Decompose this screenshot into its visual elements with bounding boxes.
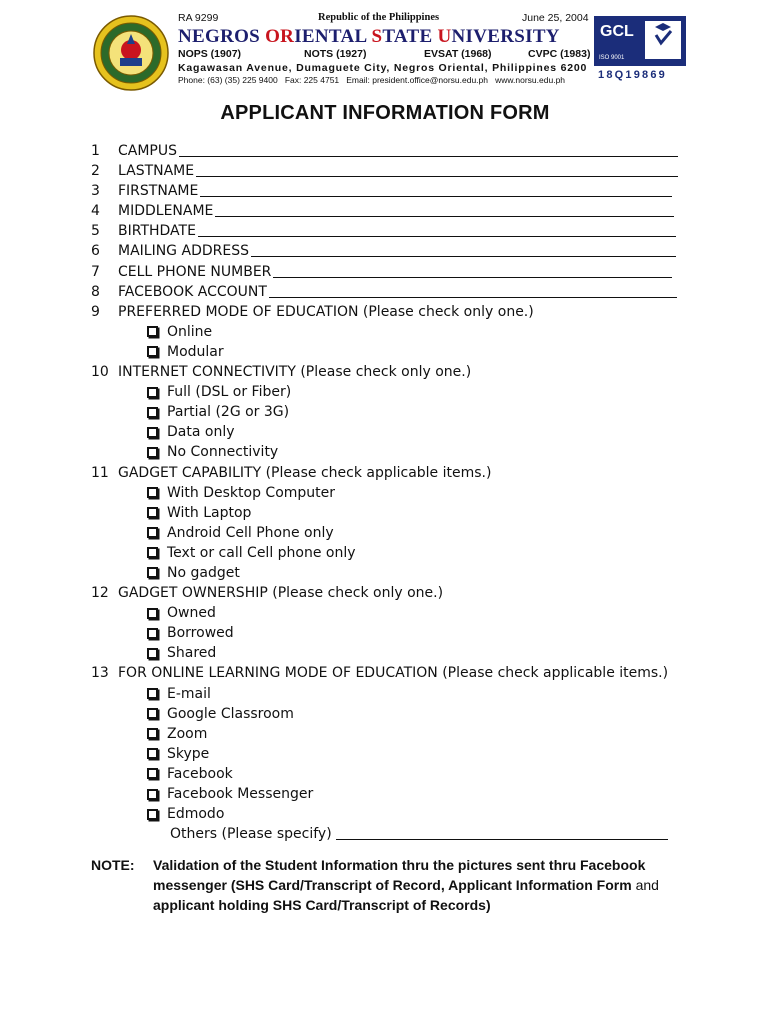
option-label: With Laptop [167,504,252,521]
mailing-address-input-line[interactable] [251,241,676,257]
campus-list [178,48,591,60]
item-number: 7 [91,263,100,280]
item-number: 5 [91,223,100,240]
field-cell-phone [91,262,731,282]
checkbox[interactable] [147,688,158,699]
option-partial[interactable] [91,402,731,422]
option-label: Skype [167,745,210,762]
campus-cvpc: CVPC (1983) [528,48,591,60]
checkbox[interactable] [147,648,158,659]
option-edmodo[interactable] [91,804,731,824]
option-borrowed[interactable] [91,623,731,643]
checkbox[interactable] [147,326,158,337]
address: Kagawasan Avenue, Dumaguete City, Negros Oriental, Philippines 6200 [178,62,588,74]
note-text-part: and [631,877,659,893]
item-number: 8 [91,283,100,300]
checkbox[interactable] [147,527,158,538]
checkbox[interactable] [147,407,158,418]
cert-code: 18Q19869 [598,69,667,81]
question-label: GADGET OWNERSHIP (Please check only one.) [118,585,444,602]
checkbox[interactable] [147,768,158,779]
campus-evsat: EVSAT (1968) [424,48,492,60]
field-middlename [91,201,731,221]
cert-name: GCL [600,23,634,40]
cert-iso: ISO 9001 [599,55,625,61]
question-mode-of-education [91,302,731,322]
checkbox[interactable] [147,567,158,578]
lastname-input-line[interactable] [196,161,678,177]
option-no-connectivity[interactable] [91,442,731,462]
certification-badge [594,16,684,80]
option-others [91,824,731,844]
option-android[interactable] [91,523,731,543]
field-mailing-address [91,241,731,261]
cell-phone-input-line[interactable] [273,262,672,278]
question-gadget-ownership [91,583,731,603]
fax: Fax: 225 4751 [284,75,340,85]
university-seal-logo [92,14,170,92]
question-internet-connectivity [91,362,731,382]
option-data-only[interactable] [91,422,731,442]
option-label: Text or call Cell phone only [167,544,356,561]
university-name: NEGROS ORIENTAL STATE UNIVERSITY [178,26,560,47]
middlename-input-line[interactable] [215,201,674,217]
item-number: 11 [91,464,109,481]
option-email[interactable] [91,684,731,704]
item-number: 1 [91,143,100,159]
option-modular[interactable] [91,342,731,362]
letterhead-top-row [178,12,588,26]
letterhead-text [178,12,591,85]
option-label: Modular [167,343,224,360]
option-laptop[interactable] [91,503,731,523]
option-label: Owned [167,605,216,622]
campus-nots: NOTS (1927) [304,48,367,60]
field-firstname [91,181,731,201]
checkbox[interactable] [147,547,158,558]
field-birthdate [91,221,731,241]
cert-logo [594,16,686,66]
question-gadget-capability [91,463,731,483]
option-no-gadget[interactable] [91,563,731,583]
item-number: 9 [91,303,100,320]
option-label: E-mail [167,685,211,702]
option-owned[interactable] [91,603,731,623]
field-label: CELL PHONE NUMBER [118,263,272,280]
option-facebook-messenger[interactable] [91,784,731,804]
option-label: Shared [167,645,217,662]
field-label: MIDDLENAME [118,203,214,220]
checkbox[interactable] [147,628,158,639]
option-label: Google Classroom [167,705,294,722]
option-label: Facebook Messenger [167,786,314,802]
campus-input-line[interactable] [179,141,678,157]
question-label: FOR ONLINE LEARNING MODE OF EDUCATION (Please check applicable items.) [118,665,669,682]
item-number: 4 [91,203,100,220]
option-label: Partial (2G or 3G) [167,404,290,421]
firstname-input-line[interactable] [200,181,672,197]
checkbox[interactable] [147,487,158,498]
option-label: Android Cell Phone only [167,524,334,541]
phone: Phone: (63) (35) 225 9400 [178,75,278,85]
republic-text: Republic of the Philippines [318,12,440,23]
checkbox[interactable] [147,427,158,438]
checkbox[interactable] [147,789,158,800]
option-label: Online [167,323,213,340]
option-google-classroom[interactable] [91,704,731,724]
form-title: APPLICANT INFORMATION FORM [220,102,550,124]
option-label: Borrowed [167,625,234,642]
field-facebook-account [91,282,731,302]
ra-number: RA 9299 [178,12,219,24]
field-lastname [91,161,731,181]
others-input-line[interactable] [336,824,668,840]
checkbox[interactable] [147,507,158,518]
question-online-learning [91,663,731,683]
option-desktop[interactable] [91,483,731,503]
option-label: Data only [167,424,235,441]
item-number: 6 [91,243,100,260]
item-number: 13 [91,665,109,682]
question-label: PREFERRED MODE OF EDUCATION (Please check only one.) [118,303,534,320]
checkbox[interactable] [147,708,158,719]
field-label: LASTNAME [118,163,195,180]
option-skype[interactable] [91,744,731,764]
contact-info [178,75,588,85]
charter-date: June 25, 2004 [522,12,589,24]
option-text-call-phone[interactable] [91,543,731,563]
note-text [153,855,693,915]
checkbox[interactable] [147,809,158,820]
checkbox[interactable] [147,346,158,357]
others-label: Others (Please specify) [170,826,332,843]
question-label: INTERNET CONNECTIVITY (Please check only one.) [118,364,472,381]
website: www.norsu.edu.ph [495,75,566,85]
item-number: 2 [91,163,100,180]
option-label: No gadget [167,564,240,581]
applicant-form [91,141,731,844]
option-label: Full (DSL or Fiber) [167,384,292,401]
email: Email: president.office@norsu.edu.ph [346,75,488,85]
facebook-account-input-line[interactable] [269,282,677,298]
field-label: BIRTHDATE [118,223,196,240]
option-zoom[interactable] [91,724,731,744]
checkbox[interactable] [147,387,158,398]
ukas-icon [645,21,681,59]
field-label: FIRSTNAME [118,183,199,200]
field-campus [91,141,731,161]
option-label: Zoom [167,725,208,742]
option-full[interactable] [91,382,731,402]
field-label: FACEBOOK ACCOUNT [118,283,267,300]
field-label: MAILING ADDRESS [118,243,249,260]
option-label: Facebook [167,765,233,782]
item-number: 12 [91,585,109,602]
option-shared[interactable] [91,643,731,663]
checkbox[interactable] [147,447,158,458]
item-number: 10 [91,364,109,381]
option-facebook[interactable] [91,764,731,784]
option-label: Edmodo [167,806,225,823]
option-label: No Connectivity [167,444,279,461]
note-label: NOTE: [91,857,135,873]
option-online[interactable] [91,322,731,342]
option-label: With Desktop Computer [167,484,336,501]
item-number: 3 [91,183,100,200]
checkbox[interactable] [147,748,158,759]
birthdate-input-line[interactable] [198,221,676,237]
checkbox[interactable] [147,728,158,739]
note-text-part: Validation of the Student Information thru the pictures sent thru Facebook messenger (SHS Card/Transcript of Record, Applicant Information Form [153,857,646,893]
field-label: CAMPUS [118,143,178,159]
campus-nops: NOPS (1907) [178,48,242,60]
question-label: GADGET CAPABILITY (Please check applicable items.) [118,464,492,481]
checkbox[interactable] [147,608,158,619]
letterhead [92,12,692,88]
note-text-part: applicant holding SHS Card/Transcript of Records) [153,897,491,913]
